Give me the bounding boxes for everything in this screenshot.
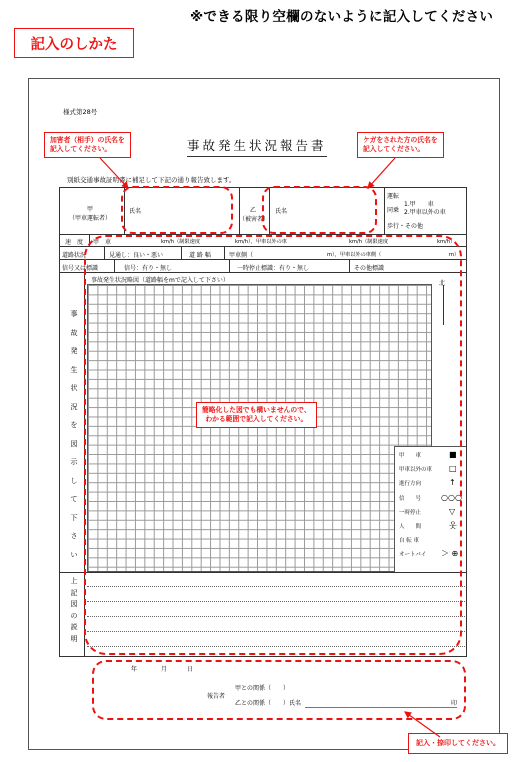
arrow-party-b	[368, 158, 395, 188]
diagram_label_chars-char: を	[70, 421, 78, 429]
diagram_label_chars-char: 下	[70, 513, 78, 522]
instruction-note: ※できる限り空欄のないように記入してください	[190, 9, 494, 25]
speed-own-car: 甲 車	[93, 239, 112, 246]
form-intro: 別紙交通事故証明書に補足して下記の通り報告致します。	[67, 176, 236, 184]
page-title-badge: 記入のしかた	[14, 28, 134, 58]
diagram_label_chars-char: 生	[70, 365, 78, 374]
explain_chars-char: の	[70, 611, 78, 620]
legend-symbol-icon: ＞ ⊕	[441, 549, 459, 559]
speed-unit-3: km/h（制限速度	[349, 239, 389, 245]
legend-symbol-icon: ■	[449, 450, 457, 459]
legend-symbol-icon: □	[449, 464, 457, 474]
reporter-label: 報告者	[207, 693, 226, 700]
diagram_label_chars-char: し	[70, 476, 78, 485]
seal-mark: 印	[451, 700, 458, 707]
legend-label: 甲 車	[399, 453, 422, 459]
form-number: 様式第28号	[63, 108, 98, 116]
explain_chars-char: 記	[70, 588, 78, 597]
legend-label: 一時停止	[399, 509, 422, 516]
callout-diagram: 簡略化した図でも構いませんので、 わかる範囲で記入してください。	[196, 402, 317, 428]
option-own-car: 1.甲 車	[404, 201, 434, 208]
visibility-options: 見通し：良い・悪い	[109, 252, 164, 259]
speed-label: 速 度	[65, 239, 84, 246]
callout-party-a: 加害者（相手）の氏名を 記入してください。	[44, 132, 131, 158]
signal-label: 信号又は標識	[62, 265, 99, 272]
party-a-name-label: 氏名	[129, 208, 142, 215]
speed-unit-2: km/h），甲車以外の車	[235, 239, 287, 245]
relation-a: 甲との関係（ ）	[235, 685, 290, 692]
signal-options: 信号：有り・無し	[124, 265, 173, 272]
diagram_label_chars-char: 事	[70, 310, 78, 318]
road-own-unit: m），甲車以外の車側（	[327, 252, 382, 258]
legend-label: 信 号	[399, 495, 422, 502]
option-other-car: 2.甲車以外の車	[404, 209, 446, 216]
legend-symbol-icon: ↑	[449, 478, 456, 488]
diagram_label_chars-char: 状	[70, 384, 78, 392]
explain_chars-char: 図	[70, 600, 78, 608]
stop-sign-options: 一時停止標識：有り・無し	[237, 265, 310, 272]
road-own-side: 甲車側（	[229, 252, 254, 259]
party-b-sublabel: （被害者）	[239, 216, 270, 223]
diagram-heading: 事故発生状況略図（道路幅をmで記入して下さい）	[91, 277, 229, 284]
diagram_label_chars-char: 発	[70, 347, 78, 355]
speed-unit-1: km/h（制限速度	[161, 239, 201, 245]
explain_chars-char: 上	[70, 577, 78, 585]
diagram_label_chars-char: 図	[70, 439, 78, 448]
explain_chars-char: 明	[70, 634, 78, 643]
legend-symbol-icon: ▽	[449, 506, 456, 516]
arrow-reporter	[405, 712, 440, 737]
legend-label: 甲車以外の車	[399, 467, 433, 474]
date-month: 月	[161, 666, 168, 673]
party-b-label: 乙	[250, 207, 257, 214]
explain_chars-char: 説	[70, 623, 78, 631]
arrow-party-a	[100, 158, 128, 188]
road-other-unit: m）	[449, 252, 460, 258]
diagram_label_chars-char: て	[70, 495, 78, 503]
diagram_label_chars-char: 示	[70, 458, 78, 466]
road-width-label: 道 路 幅	[189, 252, 211, 259]
form-title: 事故発生状況報告書	[187, 136, 327, 157]
party-b-name-label: 氏名	[275, 208, 288, 215]
legend-label: オートバイ	[399, 552, 427, 559]
party-a-sublabel: （甲車運転者）	[69, 215, 112, 222]
callout-reporter: 記入・捺印してください。	[408, 733, 508, 754]
party-a-label: 甲	[87, 206, 94, 213]
north-label: 北	[439, 280, 446, 287]
legend-symbol-icon: ○○○	[441, 492, 462, 502]
legend-symbol-icon: 웃	[449, 521, 457, 530]
speed-unit-4: km/h）	[437, 239, 456, 245]
legend-label: 進行方向	[399, 481, 422, 488]
callout-party-b: ケガをされた方の氏名を 記入してください。	[357, 132, 444, 158]
driving-label: 運転	[387, 193, 400, 200]
diagram_label_chars-char: 故	[70, 328, 78, 337]
relation-b: 乙との関係（ ）氏名	[235, 700, 302, 707]
date-day: 日	[187, 666, 194, 673]
legend-label: 自 転 車	[399, 538, 419, 545]
legend-label: 人 間	[399, 524, 422, 530]
diagram_label_chars-char: 況	[70, 402, 78, 411]
diagram_label_chars-char: さ	[70, 532, 78, 540]
option-walking: 歩行・その他	[387, 223, 424, 230]
other-sign-label: その他標識	[354, 265, 385, 272]
road-condition-label: 道路状況	[62, 252, 87, 259]
diagram_label_chars-char: い	[70, 550, 78, 559]
passenger-label: 同乗	[387, 207, 400, 214]
date-year: 年	[131, 666, 138, 673]
